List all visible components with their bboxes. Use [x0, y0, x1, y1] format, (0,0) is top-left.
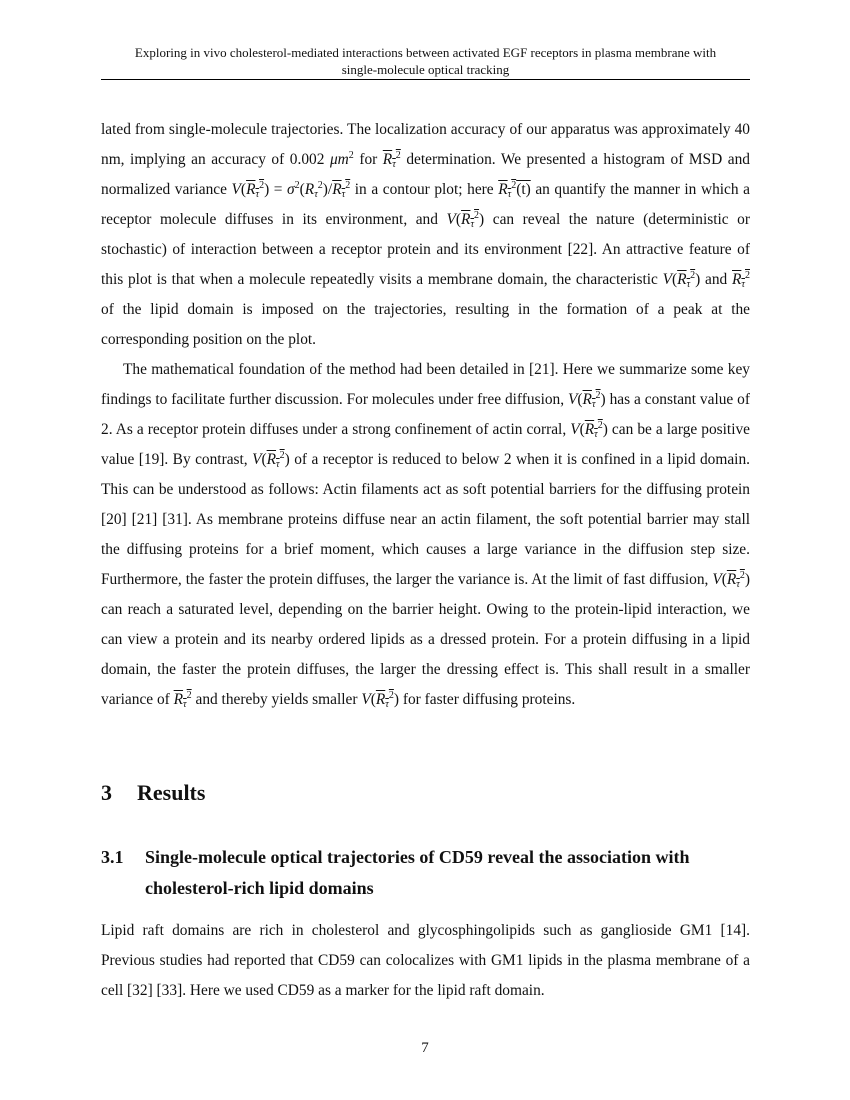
formula-r-tau-sq-bar: $R_\tau^2$: [584, 420, 603, 440]
formula-r-tau-sq-bar: $R_\tau^2$: [726, 570, 745, 590]
running-header-line-1: Exploring in vivo cholesterol-mediated interactions between activated EGF receptors in plasma membrane with: [134, 45, 717, 60]
formula-r-tau-sq-bar: $R_\tau^2$: [677, 270, 696, 290]
paragraph-1: lated from single-molecule trajectories. The localization accuracy of our apparatus was approximately 40 nm, implying an accuracy of 0.002 $\mu m^2$ for $R_\tau^2$ determination. We presented a histogram of MSD and normalized variance $V(R_\tau^2) = \sigma^2(R_\tau^2)/R_\tau^2$ in a contour plot; here $R_\tau^2(t)$ an quantify the manner in which a receptor molecule diffuses in its environment, and $V(R_\tau^2)$ can reveal the nature (deterministic or stochastic) of interaction between a receptor protein and its environment [22]. An attractive feature of this plot is that when a molecule repeatedly visits a membrane domain, the characteristic $V(R_\tau^2)$ and $R_\tau^2$ of the lipid domain is imposed on the trajectories, resulting in the formation of a peak at the corresponding position on the plot.: [101, 121, 750, 348]
running-header: [101, 44, 750, 78]
body-text-2: [101, 916, 750, 1006]
formula-r-tau-sq-bar: $R_\tau^2$: [246, 180, 265, 200]
subsection-number: 3.1: [101, 847, 124, 867]
header-rule: [101, 79, 750, 80]
section-title: Results: [137, 780, 206, 805]
body-text: [101, 115, 750, 715]
paragraph-3: Lipid raft domains are rich in cholesterol and glycosphingolipids such as ganglioside GM1 [14]. Previous studies had reported that CD59 can colocalizes with GM1 lipids in the plasma membrane of a cell [32] [33]. Here we used CD59 as a marker for the lipid raft domain.: [101, 922, 750, 999]
formula-r-tau-sq-bar: $R_\tau^2$: [266, 450, 285, 470]
paragraph-2: The mathematical foundation of the method had been detailed in [21]. Here we summarize some key findings to facilitate further discussion. For molecules under free diffusion, $V(R_\tau^2)$ has a constant value of 2. As a receptor protein diffuses under a strong confinement of actin corral, $V(R_\tau^2)$ can be a large positive value [19]. By contrast, $V(R_\tau^2)$ of a receptor is reduced to below 2 when it is confined in a lipid domain. This can be understood as follows: Actin filaments act as soft potential barriers for the diffusing protein [20] [21] [31]. As membrane proteins diffuse near an actin filament, the soft potential barrier may stall the diffusing proteins for a brief moment, which causes a large variance in the diffusion step size. Furthermore, the faster the protein diffuses, the larger the variance is. At the limit of fast diffusion, $V(R_\tau^2)$ can reach a saturated level, depending on the barrier height. Owing to the protein-lipid interaction, we can view a protein and its nearby ordered lipids as a dressed protein. For a protein diffusing in a lipid domain, the faster the protein diffuses, the larger the dressing effect is. This shall result in a smaller variance of $R_\tau^2$ and thereby yields smaller $V(R_\tau^2)$ for faster diffusing proteins.: [101, 361, 750, 710]
section-heading: [101, 780, 205, 806]
formula-r-tau-sq-bar: $R_\tau^2$: [332, 180, 351, 200]
formula-r-tau-sq-bar: $R_\tau^2$: [461, 210, 480, 230]
formula-r-tau-sq-bar: $R_\tau^2$: [382, 150, 401, 170]
page-number: 7: [421, 1040, 429, 1056]
formula-r-tau-sq-bar: $R_\tau^2$: [375, 690, 394, 710]
formula-r-tau-sq-bar: $R_\tau^2$: [173, 690, 192, 710]
running-header-line-2: single-molecule optical tracking: [341, 62, 510, 77]
section-number: 3: [101, 780, 112, 805]
subsection-title: Single-molecule optical trajectories of CD59 reveal the association with cholesterol-rich lipid domains: [145, 847, 690, 898]
formula-r-tau-sq-t-bar: $R_\tau^2(t)$: [498, 180, 531, 200]
subsection-heading: [101, 842, 750, 904]
formula-r-tau-sq-bar: $R_\tau^2$: [732, 270, 750, 290]
formula-r-tau-sq-bar: $R_\tau^2$: [582, 390, 601, 410]
